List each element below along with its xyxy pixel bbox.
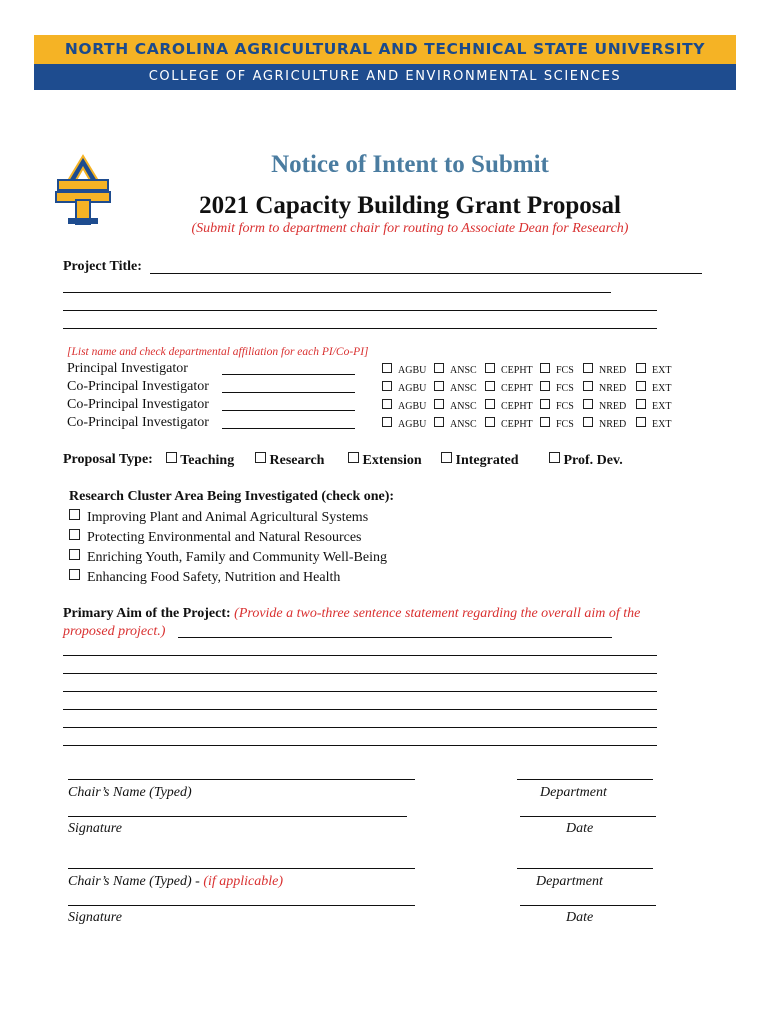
investigator-row: [67, 397, 687, 415]
aggie-at-logo: [54, 154, 112, 226]
option-label: Improving Plant and Animal Agricultural Systems: [87, 510, 369, 525]
option-label: Protecting Environmental and Natural Resources: [87, 530, 362, 545]
department-label: AGBU: [398, 419, 427, 430]
investigator-role: Co-Principal Investigator: [67, 379, 209, 394]
cluster-option-food-safety[interactable]: [69, 569, 340, 586]
option-label: Integrated: [455, 453, 519, 468]
proposal-type-research[interactable]: [255, 452, 324, 469]
department-label: CEPHT: [501, 419, 533, 430]
university-banner: [34, 35, 736, 90]
investigator-role: Principal Investigator: [67, 361, 188, 376]
department-label: EXT: [652, 401, 672, 412]
primary-aim-instruction-cont: proposed project.): [63, 624, 166, 639]
checkbox[interactable]: [485, 363, 495, 373]
department-option-ansc[interactable]: [434, 363, 477, 376]
department-option-agbu[interactable]: [382, 381, 426, 394]
project-title-line[interactable]: [150, 273, 702, 274]
department-option-ansc[interactable]: [434, 417, 477, 430]
department-label: NRED: [599, 401, 627, 412]
cluster-option-environment[interactable]: [69, 529, 361, 546]
primary-aim-row: [63, 606, 640, 622]
option-label: Teaching: [180, 453, 235, 468]
department-option-ansc[interactable]: [434, 399, 477, 412]
checkbox[interactable]: [434, 381, 444, 391]
project-title-label: Project Title:: [63, 259, 142, 274]
checkbox[interactable]: [382, 363, 392, 373]
checkbox[interactable]: [69, 529, 80, 540]
option-label: Enhancing Food Safety, Nutrition and Health: [87, 570, 341, 585]
department-line[interactable]: [517, 779, 653, 780]
department-label: FCS: [556, 419, 574, 430]
routing-instruction: (Submit form to department chair for routing to Associate Dean for Research): [191, 221, 629, 236]
department-label: Department: [540, 785, 607, 800]
research-cluster-heading: Research Cluster Area Being Investigated (check one):: [69, 489, 395, 504]
university-name: NORTH CAROLINA AGRICULTURAL AND TECHNICAL STATE UNIVERSITY: [34, 35, 736, 64]
cluster-option-youth-family[interactable]: [69, 549, 387, 566]
department-option-ext[interactable]: [636, 381, 671, 394]
primary-aim-line[interactable]: [63, 655, 657, 656]
department-option-fcs[interactable]: [540, 381, 574, 394]
investigator-name-line[interactable]: [222, 392, 355, 393]
date-line-2[interactable]: [520, 905, 656, 906]
if-applicable-note: (if applicable): [203, 874, 284, 889]
checkbox[interactable]: [69, 549, 80, 560]
department-option-cepht[interactable]: [485, 381, 533, 394]
department-label: FCS: [556, 365, 574, 376]
department-option-nred[interactable]: [583, 363, 626, 376]
primary-aim-line[interactable]: [63, 709, 657, 710]
primary-aim-label: Primary Aim of the Project:: [63, 606, 231, 621]
checkbox[interactable]: [583, 381, 593, 391]
primary-aim-line[interactable]: [178, 637, 612, 638]
department-option-ext[interactable]: [636, 399, 671, 412]
department-option-nred[interactable]: [583, 399, 626, 412]
grant-title: 2021 Capacity Building Grant Proposal: [199, 192, 621, 219]
department-option-nred[interactable]: [583, 381, 626, 394]
investigator-role: Co-Principal Investigator: [67, 415, 209, 430]
department-label: EXT: [652, 419, 672, 430]
department-option-agbu[interactable]: [382, 363, 426, 376]
checkbox[interactable]: [540, 363, 550, 373]
date-label: Date: [566, 821, 594, 836]
department-option-ansc[interactable]: [434, 381, 477, 394]
signature-line[interactable]: [68, 816, 407, 817]
investigator-name-line[interactable]: [222, 374, 355, 375]
department-line-2[interactable]: [517, 868, 653, 869]
checkbox[interactable]: [485, 381, 495, 391]
investigator-row: [67, 379, 687, 397]
department-label: AGBU: [398, 401, 427, 412]
investigator-row: [67, 361, 687, 379]
signature-label: Signature: [68, 821, 122, 836]
department-label: NRED: [599, 365, 627, 376]
department-option-nred[interactable]: [583, 417, 626, 430]
option-label: Extension: [362, 453, 422, 468]
project-title-line[interactable]: [63, 328, 657, 329]
checkbox[interactable]: [540, 381, 550, 391]
proposal-type-extension[interactable]: [348, 452, 422, 469]
proposal-type-prof-dev[interactable]: [549, 452, 623, 469]
option-label: Research: [269, 453, 325, 468]
department-label: CEPHT: [501, 365, 533, 376]
chair-name-line[interactable]: [68, 779, 415, 780]
chair-name-text: Chair’s Name (Typed) -: [68, 874, 204, 889]
project-title-line[interactable]: [63, 310, 657, 311]
department-label-2: Department: [536, 874, 603, 889]
signature-line-2[interactable]: [68, 905, 415, 906]
primary-aim-line[interactable]: [63, 745, 657, 746]
checkbox[interactable]: [485, 417, 495, 427]
department-label: CEPHT: [501, 383, 533, 394]
department-label: AGBU: [398, 365, 427, 376]
checkbox[interactable]: [636, 417, 646, 427]
checkbox[interactable]: [583, 399, 593, 409]
department-label: ANSC: [450, 383, 477, 394]
proposal-type-teaching[interactable]: [166, 452, 234, 469]
department-option-fcs[interactable]: [540, 399, 574, 412]
primary-aim-line[interactable]: [63, 691, 657, 692]
checkbox[interactable]: [636, 399, 646, 409]
investigator-row: [67, 415, 687, 433]
department-label: ANSC: [450, 365, 477, 376]
chair-name-line-2[interactable]: [68, 868, 415, 869]
checkbox[interactable]: [255, 452, 266, 463]
department-label: FCS: [556, 383, 574, 394]
department-option-cepht[interactable]: [485, 417, 533, 430]
primary-aim-line[interactable]: [63, 727, 657, 728]
checkbox[interactable]: [583, 363, 593, 373]
checkbox[interactable]: [166, 452, 177, 463]
department-label: ANSC: [450, 401, 477, 412]
checkbox[interactable]: [382, 381, 392, 391]
checkbox[interactable]: [583, 417, 593, 427]
chair-name-label: Chair’s Name (Typed): [68, 785, 192, 800]
checkbox[interactable]: [382, 399, 392, 409]
department-option-cepht[interactable]: [485, 399, 533, 412]
department-label: EXT: [652, 365, 672, 376]
investigator-name-line[interactable]: [222, 428, 355, 429]
college-name: COLLEGE OF AGRICULTURE AND ENVIRONMENTAL SCIENCES: [34, 64, 736, 90]
department-option-fcs[interactable]: [540, 363, 574, 376]
checkbox[interactable]: [69, 509, 80, 520]
primary-aim-instruction: (Provide a two-three sentence statement regarding the overall aim of the: [234, 606, 641, 621]
department-option-agbu[interactable]: [382, 399, 426, 412]
checkbox[interactable]: [485, 399, 495, 409]
investigator-role: Co-Principal Investigator: [67, 397, 209, 412]
department-option-ext[interactable]: [636, 363, 671, 376]
department-label: NRED: [599, 383, 627, 394]
primary-aim-line[interactable]: [63, 673, 657, 674]
checkbox[interactable]: [434, 363, 444, 373]
checkbox[interactable]: [636, 363, 646, 373]
option-label: Prof. Dev.: [563, 453, 623, 468]
department-label: NRED: [599, 419, 627, 430]
proposal-type-integrated[interactable]: [441, 452, 519, 469]
checkbox[interactable]: [441, 452, 452, 463]
notice-title: Notice of Intent to Submit: [271, 151, 549, 178]
checkbox[interactable]: [540, 399, 550, 409]
investigator-name-line[interactable]: [222, 410, 355, 411]
checkbox[interactable]: [636, 381, 646, 391]
department-label: FCS: [556, 401, 574, 412]
department-option-ext[interactable]: [636, 417, 671, 430]
proposal-type-row: [63, 452, 153, 468]
department-option-fcs[interactable]: [540, 417, 574, 430]
department-label: ANSC: [450, 419, 477, 430]
department-label: CEPHT: [501, 401, 533, 412]
option-label: Enriching Youth, Family and Community Well-Being: [87, 550, 388, 565]
date-label-2: Date: [566, 910, 594, 925]
department-label: AGBU: [398, 383, 427, 394]
department-label: EXT: [652, 383, 672, 394]
chair-name-label-2: [68, 874, 283, 890]
checkbox[interactable]: [348, 452, 359, 463]
checkbox[interactable]: [434, 417, 444, 427]
proposal-type-label: Proposal Type:: [63, 452, 153, 467]
project-title-line[interactable]: [63, 292, 611, 293]
investigator-instruction: [List name and check departmental affiliation for each PI/Co-PI]: [67, 346, 369, 358]
date-line[interactable]: [520, 816, 656, 817]
checkbox[interactable]: [69, 569, 80, 580]
department-option-agbu[interactable]: [382, 417, 426, 430]
checkbox[interactable]: [549, 452, 560, 463]
department-option-cepht[interactable]: [485, 363, 533, 376]
checkbox[interactable]: [434, 399, 444, 409]
signature-label-2: Signature: [68, 910, 122, 925]
checkbox[interactable]: [540, 417, 550, 427]
cluster-option-plant-animal[interactable]: [69, 509, 368, 526]
checkbox[interactable]: [382, 417, 392, 427]
